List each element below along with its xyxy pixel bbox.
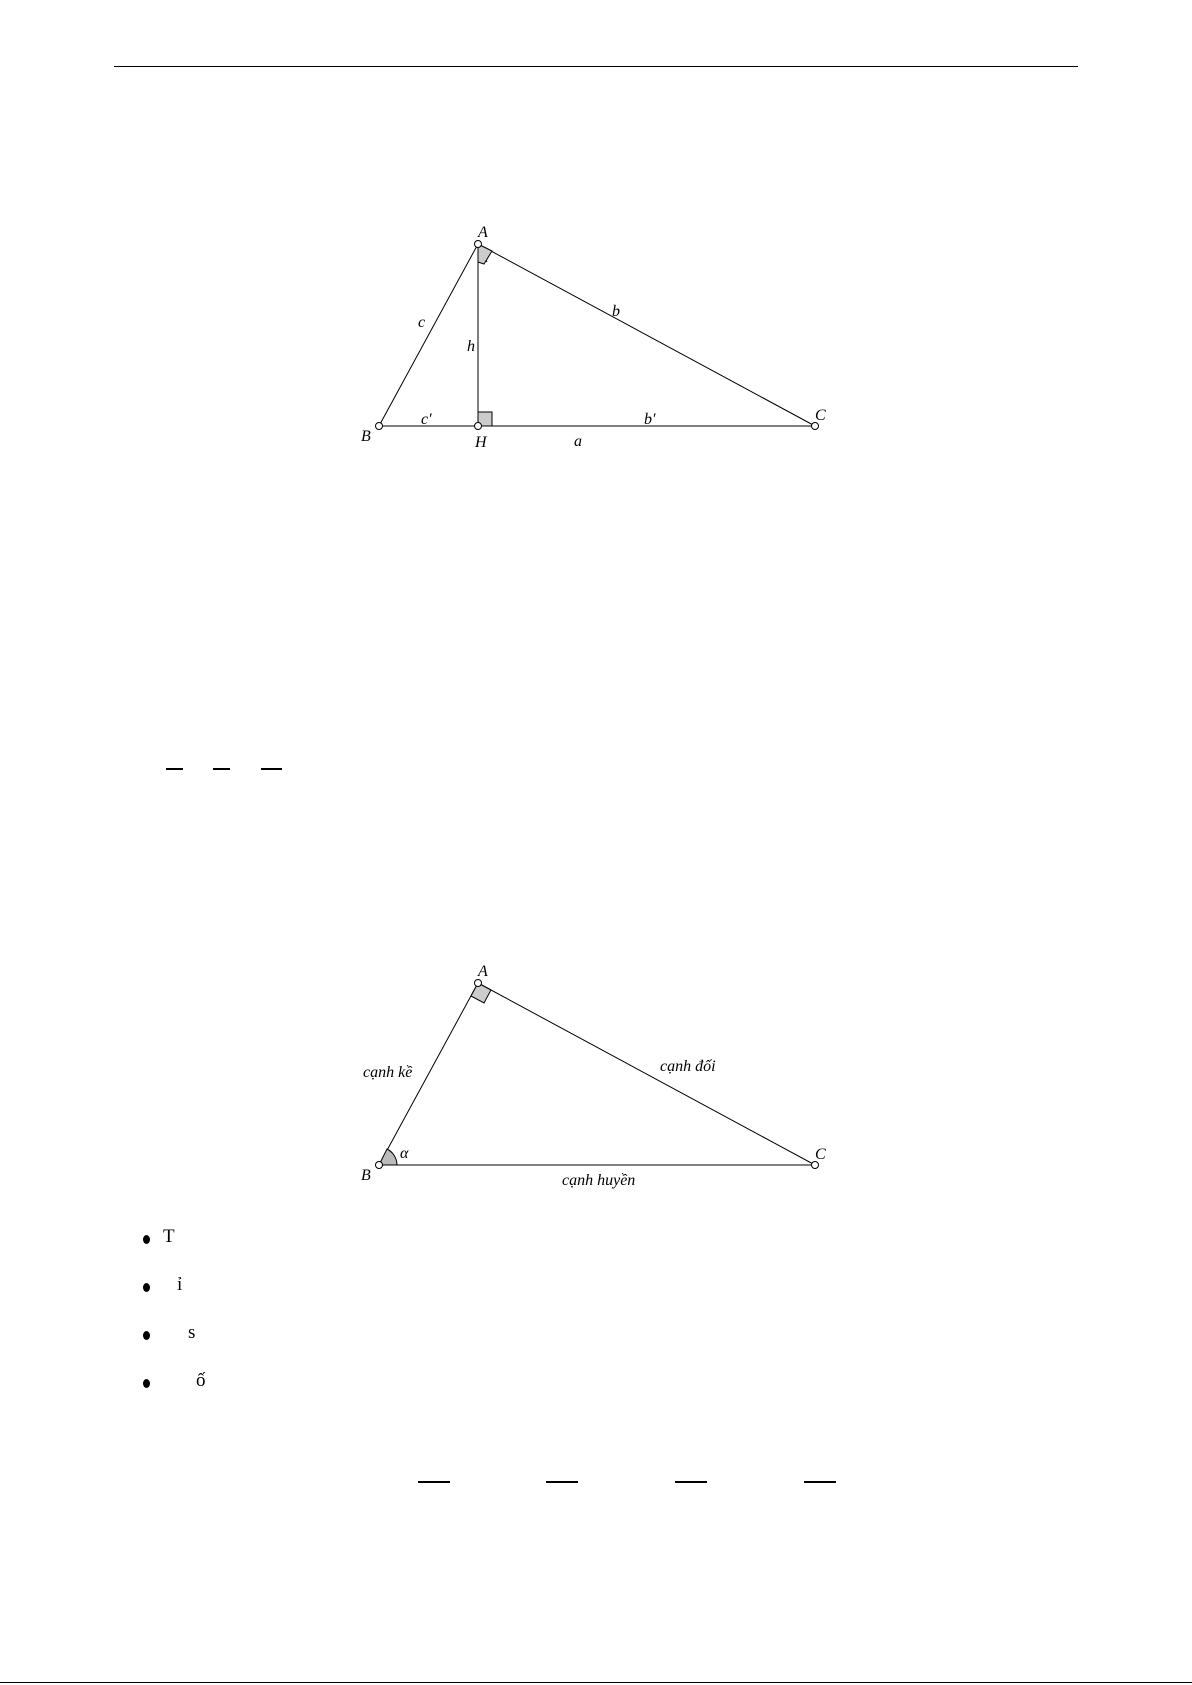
label-side-c-prime: c′ xyxy=(421,411,432,428)
fraction-bar-7 xyxy=(804,1481,836,1483)
footer-rule xyxy=(0,1682,1192,1683)
label-point-c: C xyxy=(815,407,826,424)
bullet-icon xyxy=(143,1331,150,1340)
point-b2 xyxy=(376,1162,383,1169)
right-angle-mark-a2 xyxy=(471,983,491,1003)
list-item-text: ỉ xyxy=(177,1274,183,1295)
side-ac-2 xyxy=(478,983,815,1165)
label-point-h: H xyxy=(475,434,487,451)
fraction-bar-4 xyxy=(418,1481,450,1483)
fraction-bar-3 xyxy=(261,768,282,770)
label-side-a: a xyxy=(574,433,582,450)
label-side-h: h xyxy=(467,338,475,355)
fraction-bar-1 xyxy=(166,768,183,770)
label-adjacent: cạnh kề xyxy=(363,1064,413,1081)
label-angle-alpha: α xyxy=(400,1145,409,1162)
figure-triangle-altitude xyxy=(0,0,1192,470)
point-h xyxy=(475,423,482,430)
bullet-icon xyxy=(143,1379,150,1388)
label-point-a2: A xyxy=(478,963,488,980)
list-item-text: T xyxy=(163,1226,175,1247)
label-hypotenuse: cạnh huyền xyxy=(562,1172,636,1189)
figure-triangle-ratios xyxy=(0,940,1192,1190)
point-a xyxy=(475,241,482,248)
fraction-bar-6 xyxy=(675,1481,707,1483)
label-point-c2: C xyxy=(815,1146,826,1163)
side-ac xyxy=(478,244,815,426)
point-b xyxy=(376,423,383,430)
label-point-a: A xyxy=(478,224,488,241)
label-opposite: cạnh đối xyxy=(660,1058,716,1075)
label-side-b: b xyxy=(612,303,620,320)
bullet-icon xyxy=(143,1235,150,1244)
side-ab xyxy=(379,244,478,426)
label-side-c: c xyxy=(418,314,426,331)
bullet-icon xyxy=(143,1283,150,1292)
label-point-b2: B xyxy=(361,1167,371,1184)
label-point-b: B xyxy=(361,428,371,445)
label-side-b-prime: b′ xyxy=(644,411,656,428)
list-item-text: ố xyxy=(196,1370,206,1391)
fraction-bar-5 xyxy=(546,1481,578,1483)
list-item-text: s xyxy=(188,1322,196,1343)
fraction-bar-2 xyxy=(213,768,230,770)
point-a2 xyxy=(475,980,482,987)
